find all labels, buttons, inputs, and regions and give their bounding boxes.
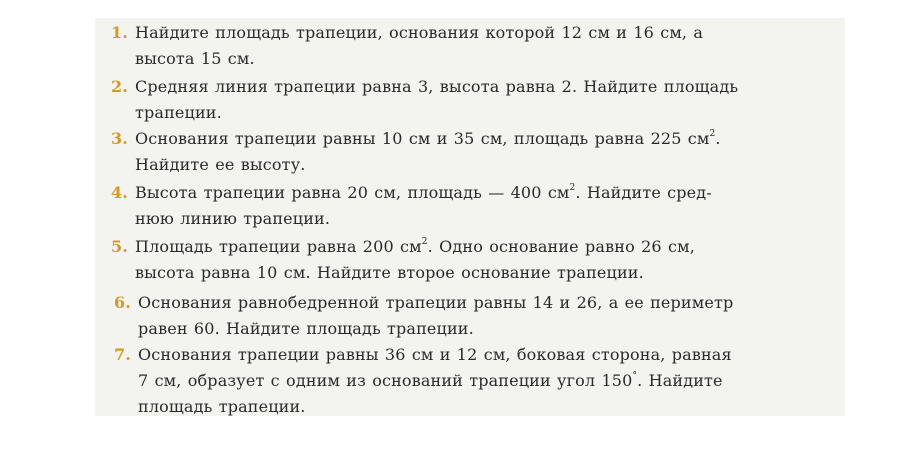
problem-item-6: [113, 290, 734, 342]
problem-number: 3.: [110, 129, 128, 148]
problem-line: равен 60. Найдите площадь трапеции.: [138, 319, 474, 338]
problem-line: Основания трапеции равны 36 см и 12 см, боковая сторона, равная: [138, 345, 732, 364]
problem-line: [135, 234, 695, 260]
superscript: 2: [709, 128, 716, 139]
problem-text: .: [715, 129, 721, 148]
problem-text: Основания трапеции равны 10 см и 35 см, площадь равна 225 см: [135, 129, 710, 148]
problem-text: . Найдите: [637, 371, 723, 390]
problem-line: нюю линию трапеции.: [135, 209, 331, 228]
problem-number: 5.: [110, 237, 128, 256]
superscript: 2: [569, 182, 576, 193]
problem-item-3: [110, 126, 721, 178]
problem-line: площадь трапеции.: [138, 397, 306, 416]
problem-number: 2.: [110, 77, 128, 96]
problem-number: 7.: [113, 345, 131, 364]
problem-line: трапеции.: [135, 103, 222, 122]
problem-text: 7 см, образует с одним из оснований трапеции угол 150: [138, 371, 633, 390]
problem-line: Основания равнобедренной трапеции равны 14 и 26, а ее периметр: [138, 293, 734, 312]
problem-line: [138, 368, 732, 394]
problem-line: [135, 126, 721, 152]
problem-item-2: [110, 74, 739, 126]
problem-line: Средняя линия трапеции равна 3, высота равна 2. Найдите площадь: [135, 77, 739, 96]
superscript: 2: [421, 236, 428, 247]
problem-line: [135, 180, 712, 206]
problem-item-4: [110, 180, 712, 232]
problem-number: 6.: [113, 293, 131, 312]
problem-line: Найдите площадь трапеции, основания которой 12 см и 16 см, а: [135, 23, 704, 42]
problem-item-1: [110, 20, 704, 72]
problem-item-5: [110, 234, 695, 286]
problem-text: . Найдите сред-: [575, 183, 712, 202]
problem-number: 4.: [110, 183, 128, 202]
problem-text: Высота трапеции равна 20 см, площадь — 400 см: [135, 183, 570, 202]
problem-line: высота равна 10 см. Найдите второе основание трапеции.: [135, 263, 644, 282]
superscript: °: [632, 370, 638, 381]
problem-line: Найдите ее высоту.: [135, 155, 306, 174]
problem-line: высота 15 см.: [135, 49, 255, 68]
problem-number: 1.: [110, 23, 128, 42]
problem-text: Площадь трапеции равна 200 см: [135, 237, 422, 256]
problem-text: . Одно основание равно 26 см,: [427, 237, 695, 256]
problem-sheet: [95, 18, 845, 416]
problem-item-7: [113, 342, 732, 420]
